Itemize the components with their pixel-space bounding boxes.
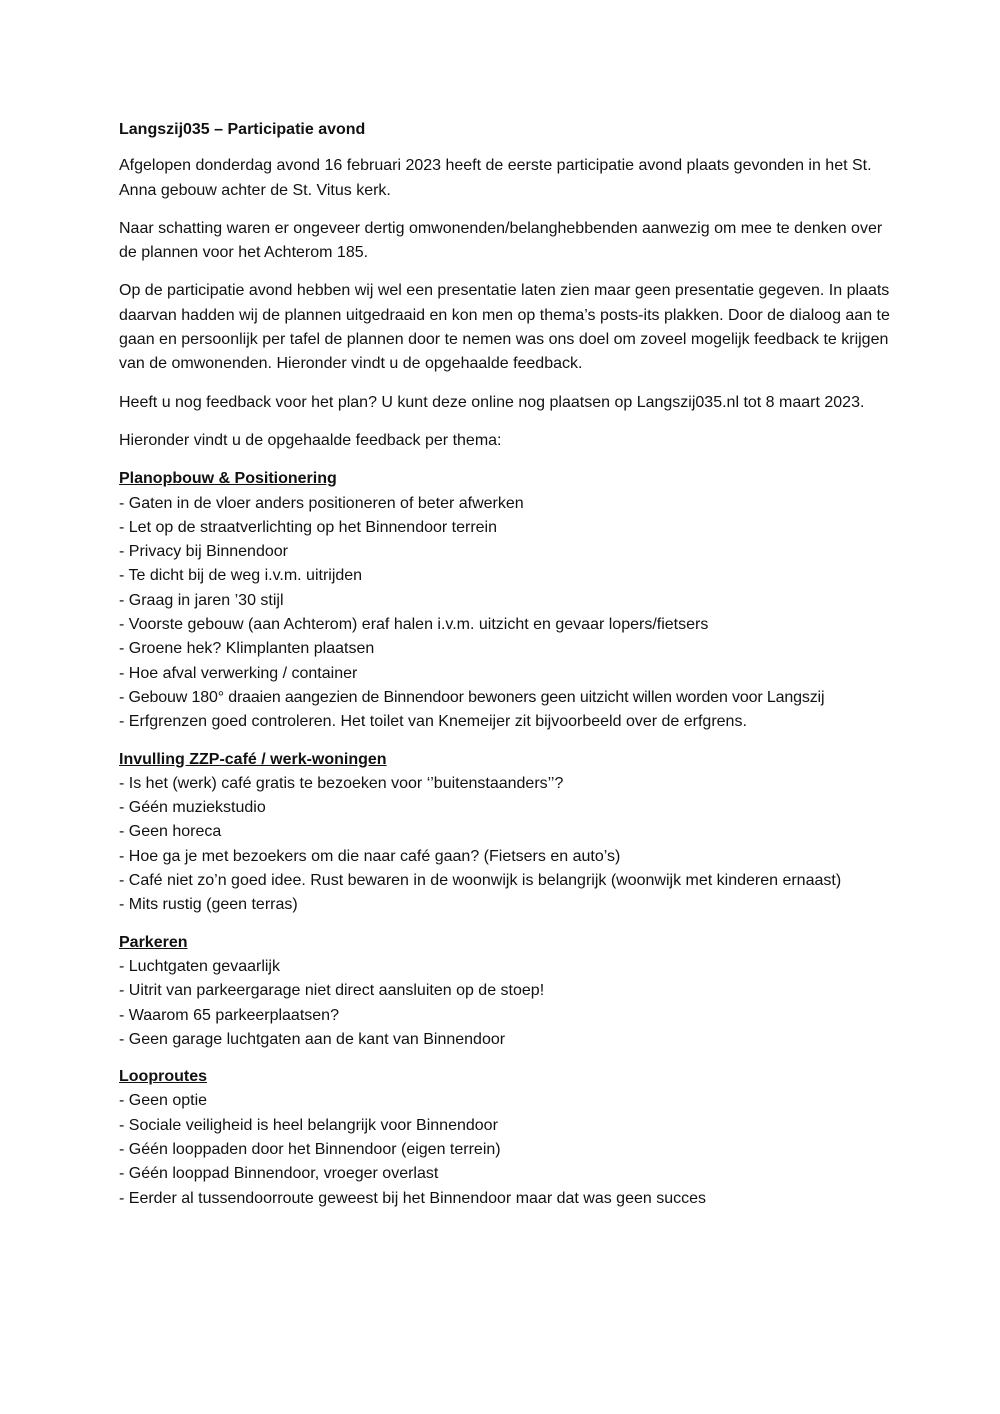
list-item: - Luchtgaten gevaarlijk — [119, 957, 280, 975]
section-heading: Parkeren — [119, 933, 188, 951]
section-planopbouw — [119, 467, 894, 734]
list-item: - Let op de straatverlichting op het Binnendoor terrein — [119, 518, 498, 536]
list-item: - Erfgrenzen goed controleren. Het toilet van Knemeijer zit bijvoorbeeld over de erfgrens. — [119, 713, 747, 731]
feedback-intro-paragraph: Hieronder vindt u de opgehaalde feedback per thema: — [119, 431, 502, 449]
attendance-paragraph: Naar schatting waren er ongeveer dertig omwonenden/belanghebbenden aanwezig om mee te denken over de plannen voor het Achterom 185. — [119, 219, 883, 262]
list-item: - Uitrit van parkeergarage niet direct aansluiten op de stoep! — [119, 982, 545, 1000]
section-heading: Invulling ZZP-café / werk-woningen — [119, 750, 387, 768]
section-zzp-cafe — [119, 748, 894, 918]
method-paragraph: Op de participatie avond hebben wij wel een presentatie laten zien maar geen presentatie gegeven. In plaats daarvan hadden wij de plannen uitgedraaid en kon men op thema’s posts-its plakken. Door de dialoog aan te gaan en persoonlijk per tafel de plannen door te nemen was ons doel om zoveel mogelijk feedback te krijgen van de omwonenden. Hieronder vindt u de opgehaalde feedback. — [119, 282, 890, 373]
section-parkeren — [119, 931, 894, 1052]
list-item: - Geen garage luchtgaten aan de kant van Binnendoor — [119, 1030, 506, 1048]
list-item: - Is het (werk) café gratis te bezoeken voor ‘’buitenstaanders’’? — [119, 774, 564, 792]
list-item: - Café niet zo’n goed idee. Rust bewaren in de woonwijk is belangrijk (woonwijk met kinderen ernaast) — [119, 872, 842, 890]
list-item: - Gaten in de vloer anders positioneren of beter afwerken — [119, 494, 524, 512]
list-item: - Hoe afval verwerking / container — [119, 664, 358, 682]
intro-paragraph: Afgelopen donderdag avond 16 februari 2023 heeft de eerste participatie avond plaats gevonden in het St. Anna gebouw achter de St. Vitus kerk. — [119, 157, 872, 199]
list-item: - Géén muziekstudio — [119, 799, 266, 817]
section-heading: Planopbouw & Positionering — [119, 470, 337, 488]
document-title: Langszij035 – Participatie avond — [119, 121, 366, 138]
list-item: - Hoe ga je met bezoekers om die naar café gaan? (Fietsers en auto’s) — [119, 847, 621, 865]
list-item: - Gebouw 180° draaien aangezien de Binnendoor bewoners geen uitzicht willen worden voor Langszij — [119, 688, 825, 706]
list-item: - Groene hek? Klimplanten plaatsen — [119, 640, 375, 658]
list-item: - Sociale veiligheid is heel belangrijk voor Binnendoor — [119, 1116, 498, 1134]
list-item: - Géén looppaden door het Binnendoor (eigen terrein) — [119, 1140, 501, 1158]
list-item: - Voorste gebouw (aan Achterom) eraf halen i.v.m. uitzicht en gevaar lopers/fietsers — [119, 616, 709, 634]
list-item: - Privacy bij Binnendoor — [119, 543, 288, 561]
list-item: - Geen horeca — [119, 823, 222, 841]
section-heading: Looproutes — [119, 1068, 207, 1086]
list-item: - Géén looppad Binnendoor, vroeger overlast — [119, 1165, 439, 1183]
list-item: - Waarom 65 parkeerplaatsen? — [119, 1006, 339, 1024]
list-item: - Geen optie — [119, 1092, 208, 1110]
list-item: - Mits rustig (geen terras) — [119, 896, 298, 914]
list-item: - Eerder al tussendoorroute geweest bij het Binnendoor maar dat was geen succes — [119, 1189, 707, 1207]
list-item: - Graag in jaren ’30 stijl — [119, 591, 284, 609]
section-looproutes — [119, 1065, 894, 1211]
online-feedback-paragraph: Heeft u nog feedback voor het plan? U kunt deze online nog plaatsen op Langszij035.nl tot 8 maart 2023. — [119, 393, 865, 411]
list-item: - Te dicht bij de weg i.v.m. uitrijden — [119, 567, 363, 585]
document-page — [119, 118, 894, 1224]
